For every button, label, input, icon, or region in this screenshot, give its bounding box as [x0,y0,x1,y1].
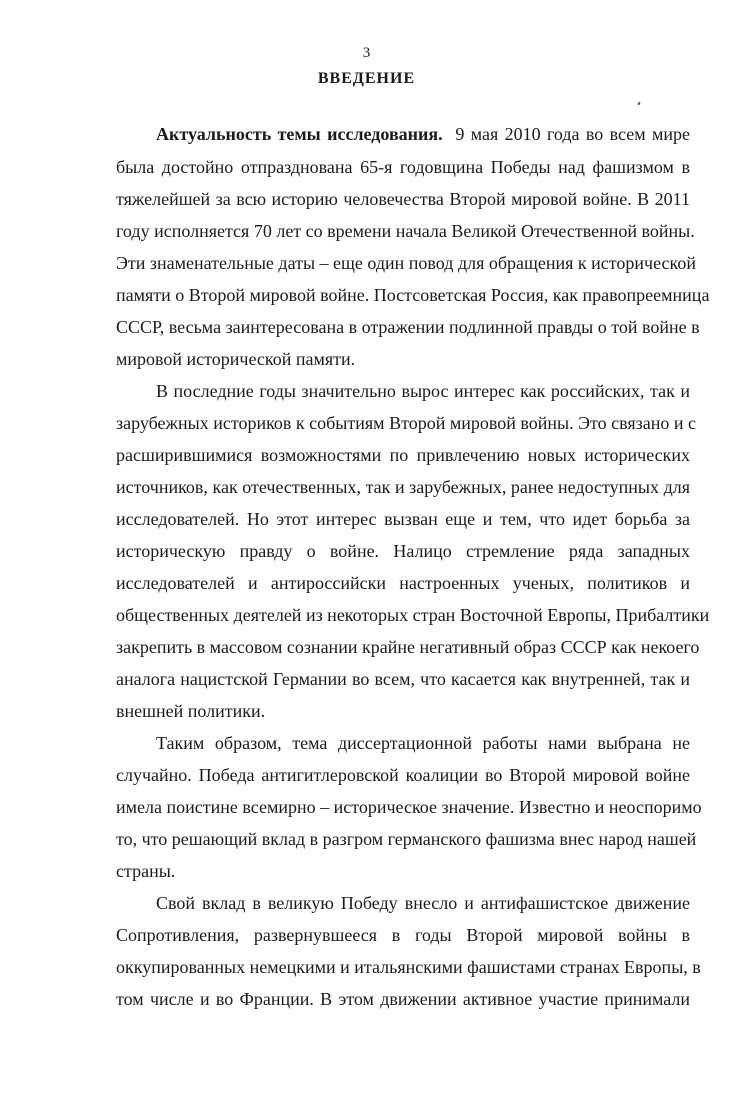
text-line-content: 9 мая 2010 года во всем мире [455,124,690,144]
text-line: зарубежных историков к событиям Второй мировой войны. Это связано и с [116,413,696,433]
text-line: том числе и во Франции. В этом движении активное участие принимали [116,989,690,1009]
lead-phrase: Актуальность темы исследования. [156,124,443,144]
text-line: аналога нацистской Германии во всем, что касается как внутренней, так и [116,669,690,689]
text-line: была достойно отпразднована 65-я годовщина Победы над фашизмом в [116,157,690,177]
text-line: источников, как отечественных, так и зарубежных, ранее недоступных для [116,477,690,497]
page-number: 3 [362,45,371,61]
text-line: случайно. Победа антигитлеровской коалиции во Второй мировой войне [116,765,690,785]
text-line: СССР, весьма заинтересована в отражении подлинной правды о той войне в [116,317,700,337]
text-line: закрепить в массовом сознании крайне негативный образ СССР как некоего [116,637,700,657]
text-line: мировой исторической памяти. [116,349,356,369]
text-line: Сопротивления, развернувшееся в годы Второй мировой войны в [116,925,690,945]
text-line: Эти знаменательные даты – еще один повод для обращения к исторической [116,253,696,273]
text-line: оккупированных немецкими и итальянскими фашистами странах Европы, в [116,957,701,977]
text-line: В последние годы значительно вырос интерес как российских, так и [156,381,690,401]
text-line: Таким образом, тема диссертационной работы нами выбрана не [156,733,690,753]
scan-speck [637,102,640,106]
text-line: исследователей и антироссийски настроенных ученых, политиков и [116,573,690,593]
text-line: внешней политики. [116,701,266,721]
text-line [156,122,690,146]
text-line: общественных деятелей из некоторых стран Восточной Европы, Прибалтики [116,605,710,625]
text-line: тяжелейшей за всю историю человечества Второй мировой войне. В 2011 [116,189,690,209]
text-line: имела поистине всемирно – историческое значение. Известно и неоспоримо [116,797,702,817]
text-line: расширившимися возможностями по привлечению новых исторических [116,445,690,465]
text-line: исследователей. Но этот интерес вызван еще и тем, что идет борьба за [116,509,690,529]
section-heading: ВВЕДЕНИЕ [317,70,416,87]
text-line: историческую правду о войне. Налицо стремление ряда западных [116,541,690,561]
text-line: Свой вклад в великую Победу внесло и антифашистское движение [156,893,690,913]
text-line: то, что решающий вклад в разгром германского фашизма внес народ нашей [116,829,697,849]
text-line: страны. [116,861,176,881]
text-line: году исполняется 70 лет со времени начала Великой Отечественной войны. [116,221,695,241]
text-line: памяти о Второй мировой войне. Постсоветская Россия, как правопреемница [116,285,710,305]
